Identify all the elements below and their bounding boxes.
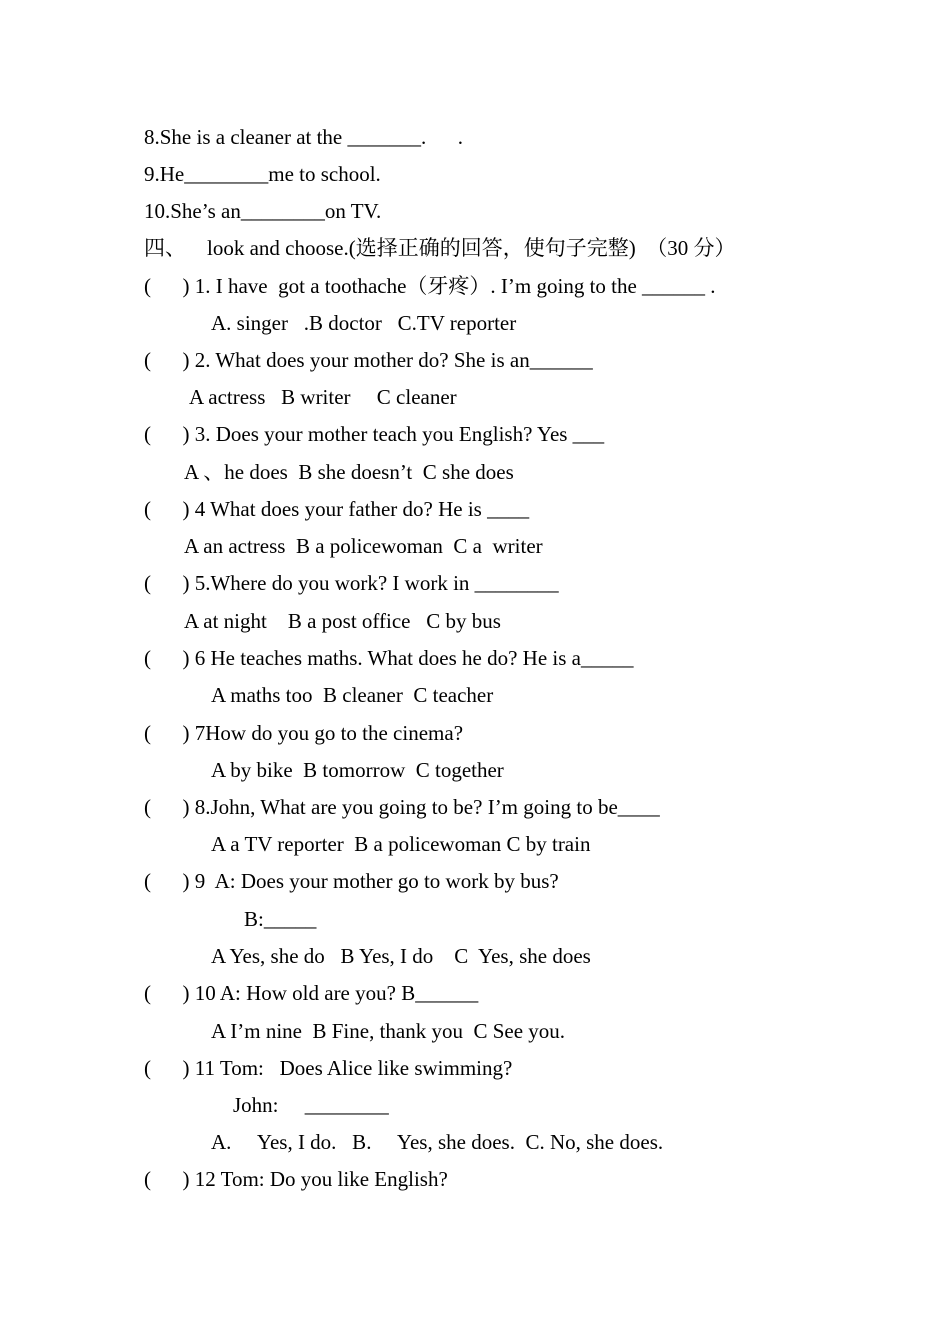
question-9-options: A Yes, she do B Yes, I do C Yes, she does xyxy=(211,944,591,968)
section-heading: 四、 look and choose.(选择正确的回答，使句子完整) （30 分） xyxy=(144,236,736,260)
question-1-stem: ( ) 1. I have got a toothache（牙疼）. I’m going to the ______ . xyxy=(144,274,716,298)
question-11-stem: ( ) 11 Tom: Does Alice like swimming? xyxy=(144,1056,513,1080)
question-10-options: A I’m nine B Fine, thank you C See you. xyxy=(211,1019,566,1043)
question-7-options: A by bike B tomorrow C together xyxy=(211,758,504,782)
question-8-stem: ( ) 8.John, What are you going to be? I’m going to be____ xyxy=(144,795,660,819)
question-3-stem: ( ) 3. Does your mother teach you English? Yes ___ xyxy=(144,422,605,446)
question-1-options: A. singer .B doctor C.TV reporter xyxy=(211,311,517,335)
fill-blank-8: 8.She is a cleaner at the _______. . xyxy=(144,125,463,149)
fill-blank-10: 10.She’s an________on TV. xyxy=(144,199,382,223)
question-7-stem: ( ) 7How do you go to the cinema? xyxy=(144,721,464,745)
question-6-stem: ( ) 6 He teaches maths. What does he do? He is a_____ xyxy=(144,646,634,670)
question-4-options: A an actress B a policewoman C a writer xyxy=(184,534,543,558)
question-9-answer-line: B:_____ xyxy=(244,907,317,931)
question-11-options: A. Yes, I do. B. Yes, she does. C. No, she does. xyxy=(211,1130,664,1154)
question-9-stem: ( ) 9 A: Does your mother go to work by bus? xyxy=(144,869,559,893)
question-10-stem: ( ) 10 A: How old are you? B______ xyxy=(144,981,479,1005)
question-2-options: A actress B writer C cleaner xyxy=(189,385,457,409)
question-5-stem: ( ) 5.Where do you work? I work in ________ xyxy=(144,571,559,595)
question-12-stem: ( ) 12 Tom: Do you like English? xyxy=(144,1167,448,1191)
question-6-options: A maths too B cleaner C teacher xyxy=(211,683,494,707)
question-4-stem: ( ) 4 What does your father do? He is ____ xyxy=(144,497,530,521)
question-3-options: A 、he does B she doesn’t C she does xyxy=(184,460,514,484)
question-8-options: A a TV reporter B a policewoman C by train xyxy=(211,832,591,856)
question-2-stem: ( ) 2. What does your mother do? She is an______ xyxy=(144,348,593,372)
fill-blank-9: 9.He________me to school. xyxy=(144,162,381,186)
question-5-options: A at night B a post office C by bus xyxy=(184,609,501,633)
question-11-answer-line: John: ________ xyxy=(233,1093,389,1117)
